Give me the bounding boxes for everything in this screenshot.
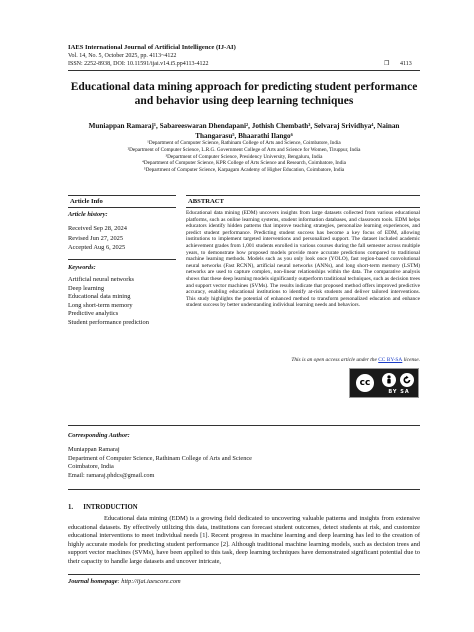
corr-name: Muniappan Ramaraj xyxy=(68,446,120,453)
history-heading: Article history: xyxy=(68,211,108,218)
keyword: Student performance prediction xyxy=(68,318,149,326)
history-item: Revised Jun 27, 2025 xyxy=(68,234,124,242)
affiliations xyxy=(68,140,420,174)
license-prefix: This is an open access article under the xyxy=(291,357,379,363)
keywords-list xyxy=(68,276,149,328)
page-number: 4113 xyxy=(400,61,412,67)
license-suffix: license. xyxy=(402,357,420,363)
keywords-heading: Keywords: xyxy=(68,264,96,271)
share-alike-icon xyxy=(400,373,414,387)
corresponding-heading: Corresponding Author: xyxy=(68,432,130,439)
badge-text: BY SA xyxy=(388,389,410,395)
affiliation-line: ¹Department of Computer Science, Rathinam College of Arts and Science, Coimbatore, India xyxy=(147,140,341,146)
corr-city: Coimbatore, India xyxy=(68,463,114,471)
author-list: Muniappan Ramaraj¹, Sabareeswaran Dhendapani², Jothish Chembath³, Selvaraj Srividhya⁴, Nainan Thangarasu⁵, Bhaarathi Ilango⁶ xyxy=(88,122,400,140)
affiliation-line: ³Department of Computer Science, Presidency University, Bengaluru, India xyxy=(165,153,323,160)
keyword: Educational data mining xyxy=(68,293,131,301)
issn-doi: ISSN: 2252-8938, DOI: 10.11591/ijai.v14.i5.pp4113-4122 xyxy=(68,61,209,67)
corr-email[interactable]: Email: ramaraj.phdcs@gmail.com xyxy=(68,471,155,479)
affiliation-line: ⁴Department of Computer Science, KPR College of Arts Science and Research, Coimbatore, India xyxy=(142,160,346,167)
cc-license-badge[interactable] xyxy=(349,368,419,398)
footer-divider xyxy=(68,574,420,575)
section-divider xyxy=(68,425,420,426)
open-access-note xyxy=(186,357,420,363)
affiliation-line: ⁵Department of Computer Science, Karpagam Academy of Higher Education, Coimbatore, India xyxy=(143,167,345,174)
homepage-label: Journal homepage xyxy=(68,578,118,585)
journal-name: IAES International Journal of Artificial Intelligence (IJ-AI) xyxy=(68,44,236,51)
journal-homepage xyxy=(68,578,181,585)
history-item: Accepted Aug 6, 2025 xyxy=(68,244,126,252)
paper-title: Educational data mining approach for predicting student performance and behavior using deep learning techniques xyxy=(70,81,418,107)
volume-info: Vol. 14, No. 5, October 2025, pp. 4113~4122 xyxy=(68,53,177,59)
page-mark-icon: ❐ xyxy=(384,61,390,67)
abstract-heading: ABSTRACT xyxy=(188,198,224,205)
section-divider xyxy=(68,489,420,490)
corresponding-details xyxy=(68,446,252,480)
keyword: Long short-term memory xyxy=(68,301,133,309)
intro-heading: 1. INTRODUCTION xyxy=(68,504,138,511)
abstract-header xyxy=(186,195,420,208)
homepage-url[interactable]: : http://ijai.iaescore.com xyxy=(117,578,181,585)
license-link[interactable]: CC BY-SA xyxy=(378,357,403,363)
article-info-heading: Article Info xyxy=(70,198,103,205)
cc-icon: cc xyxy=(354,372,376,394)
history-item: Received Sep 28, 2024 xyxy=(68,225,127,232)
intro-text: Educational data mining (EDM) is a growing field dedicated to uncovering valuable patterns and insights from extensive educational datasets. By effectively utilizing this data, institutions can forecast student outcomes, detect students at risk, and customize educational interventions to meet individual needs [1]. Recent progress in machine learning and deep learning has led to the creation of highly accurate models for predicting student performance [2]. Although traditional machine learning models, such as decision trees and support vector machines (SVMs), have been applied to this task, deep learning techniques have demonstrated significant potential due to their capacity to handle large datasets and uncover intricate, xyxy=(68,515,420,565)
person-icon xyxy=(382,373,396,387)
abstract-text: Educational data mining (EDM) uncovers insights from large datasets collected from various educational platforms, such as online learning systems, student information databases, and classroom tools. EDM helps educators identify hidden patterns that improve teaching strategies, personalize learning experiences, and predict student performance. Predicting student success has become a key focus of EDM, allowing institutions to implement targeted interventions and personalized support. The dataset included academic achievement grades from 1,001 students enrolled in various courses during the fall semester across multiple years, to demonstrate how proposed models provide more accurate predictions compared to traditional machine learning methods. Models such as you only look once (YOLO), fast region-based convolutional neural networks (Fast RCNN), artificial neural networks (ANNs), and long short-term memory (LSTM) networks are used to capture complex, non-linear relationships within the data. The comparative analysis shows that these deep learning models significantly outperform traditional techniques, such as decision trees and support vector machines (SVMs). The results indicate that proposed method offers improved predictive accuracy, enabling educational institutions to identify at-risk students and deliver tailored interventions. This study highlights the potential of enhanced method to transform personalized education and enhance student success by better understanding individual learning needs and behaviors. xyxy=(186,210,420,309)
keyword: Artificial neural networks xyxy=(68,276,135,283)
header-divider xyxy=(68,70,420,71)
history-list xyxy=(68,224,127,253)
info-divider xyxy=(68,259,176,260)
article-info-header xyxy=(68,195,176,208)
keyword: Deep learning xyxy=(68,284,105,292)
affiliation-line: ²Department of Computer Science, L.R.G. Government College of Arts and Science for Women, Tiruppur, India xyxy=(127,146,361,153)
corr-dept: Department of Computer Science, Rathinam College of Arts and Science xyxy=(68,454,252,462)
keyword: Predictive analytics xyxy=(68,310,119,318)
